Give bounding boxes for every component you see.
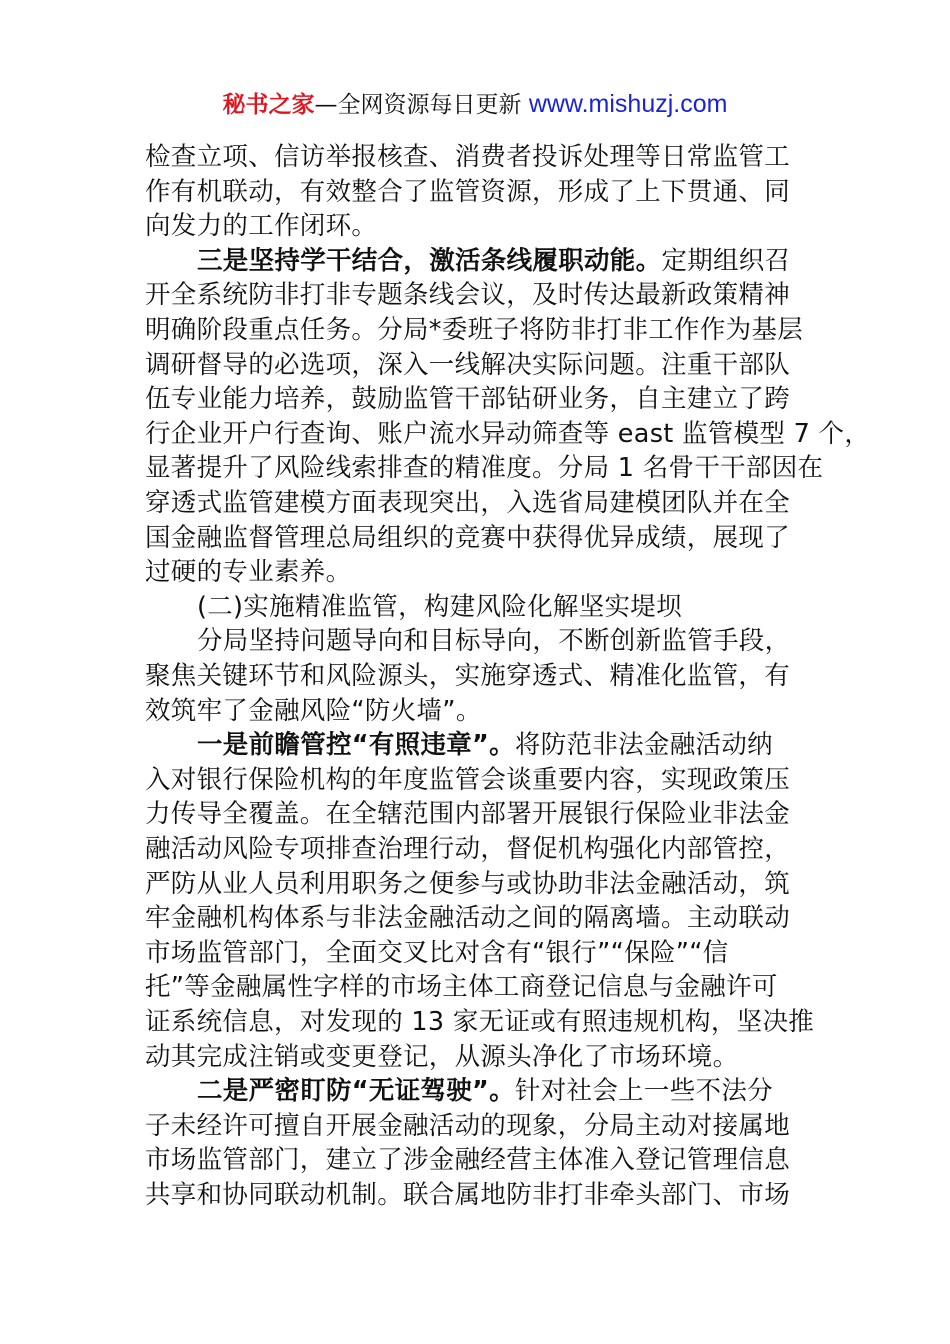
line-text: 托”等金融属性字样的市场主体工商登记信息与金融许可 <box>145 972 778 1003</box>
line-text: 效筑牢了金融风险“防火墙”。 <box>145 695 482 726</box>
line-text: 行企业开户行查询、账户流水异动筛查等 east 监管模型 7 个， <box>145 418 871 449</box>
text-line <box>145 1143 825 1178</box>
text-line <box>145 832 825 867</box>
text-line <box>145 1040 825 1075</box>
text-line <box>145 382 825 417</box>
line-text: 开全系统防非打非专题条线会议，及时传达最新政策精神 <box>145 280 791 311</box>
text-line <box>145 175 825 210</box>
line-text: 穿透式监管建模方面表现突出，入选省局建模团队并在全 <box>145 488 791 518</box>
line-text: 显著提升了风险线索排查的精准度。分局 1 名骨干干部因在 <box>145 453 824 484</box>
line-text: 市场监管部门，建立了涉金融经营主体准入登记管理信息 <box>145 1145 791 1176</box>
text-line <box>145 1005 825 1040</box>
text-line <box>145 867 825 902</box>
text-line <box>145 451 825 486</box>
text-line <box>145 140 825 175</box>
bold-heading: 一是前瞻管控“有照违章”。 <box>197 730 515 761</box>
text-line <box>145 521 825 556</box>
line-text: 针对社会上一些不法分 <box>514 1076 773 1107</box>
text-line <box>145 970 825 1005</box>
text-line <box>145 763 825 798</box>
line-text: 将防范非法金融活动纳 <box>514 730 773 761</box>
line-text: 融活动风险专项排查治理行动，督促机构强化内部管控， <box>145 834 791 864</box>
line-text: 分局坚持问题导向和目标导向，不断创新监管手段， <box>197 626 791 657</box>
text-line <box>145 659 825 694</box>
text-line <box>145 278 825 313</box>
text-line <box>145 313 825 348</box>
line-text: 严防从业人员利用职务之便参与或协助非法金融活动，筑 <box>145 868 791 899</box>
line-text: 调研督导的必选项，深入一线解决实际问题。注重干部队 <box>145 349 791 380</box>
website-link[interactable]: www.mishuzj.com <box>528 90 728 118</box>
line-text: 过硬的专业素养。 <box>145 557 352 588</box>
text-line <box>145 590 825 625</box>
line-text: 入对银行保险机构的年度监管会谈重要内容，实现政策压 <box>145 764 791 795</box>
text-line <box>145 1074 825 1109</box>
line-text: 共享和协同联动机制。联合属地防非打非牵头部门、市场 <box>145 1180 791 1210</box>
watermark-header <box>0 88 950 121</box>
line-text: 向发力的工作闭环。 <box>145 211 378 242</box>
brand-name: 秘书之家 <box>222 92 315 118</box>
text-line <box>145 728 825 763</box>
text-line <box>145 936 825 971</box>
header-slogan: —全网资源每日更新 <box>314 92 522 118</box>
line-text: 国金融监督管理总局组织的竞赛中获得优异成绩，展现了 <box>145 522 791 553</box>
line-text: 作有机联动，有效整合了监管资源，形成了上下贯通、同 <box>145 176 791 207</box>
text-line <box>145 797 825 832</box>
text-line <box>145 417 871 452</box>
text-line <box>145 624 825 659</box>
line-text: 明确阶段重点任务。分局*委班子将防非打非工作作为基层 <box>145 315 804 345</box>
line-text: 检查立项、信访举报核查、消费者投诉处理等日常监管工 <box>145 142 791 172</box>
text-line <box>145 901 825 936</box>
text-line <box>145 1178 825 1213</box>
line-text: 子未经许可擅自开展金融活动的现象，分局主动对接属地 <box>145 1110 791 1141</box>
line-text: 力传导全覆盖。在全辖范围内部署开展银行保险业非法金 <box>145 799 791 830</box>
text-line <box>145 209 825 244</box>
line-text: 市场监管部门，全面交叉比对含有“银行”“保险”“信 <box>145 937 729 968</box>
text-line <box>145 244 825 279</box>
line-text: 定期组织召 <box>661 245 791 276</box>
text-line <box>145 348 825 383</box>
text-line <box>145 555 825 590</box>
line-text: 证系统信息，对发现的 13 家无证或有照违规机构，坚决推 <box>145 1007 815 1037</box>
line-text: (二)实施精准监管，构建风险化解坚实堤坝 <box>197 591 682 622</box>
line-text: 伍专业能力培养，鼓励监管干部钻研业务，自主建立了跨 <box>145 384 791 415</box>
line-text: 动其完成注销或变更登记，从源头净化了市场环境。 <box>145 1041 739 1072</box>
text-line <box>145 1109 825 1144</box>
line-text: 聚焦关键环节和风险源头，实施穿透式、精准化监管，有 <box>145 661 791 691</box>
text-line <box>145 694 825 729</box>
text-line <box>145 486 825 521</box>
line-text: 牢金融机构体系与非法金融活动之间的隔离墙。主动联动 <box>145 903 791 934</box>
bold-heading: 二是严密盯防“无证驾驶”。 <box>197 1076 515 1107</box>
bold-heading: 三是坚持学干结合，激活条线履职动能。 <box>197 245 662 276</box>
